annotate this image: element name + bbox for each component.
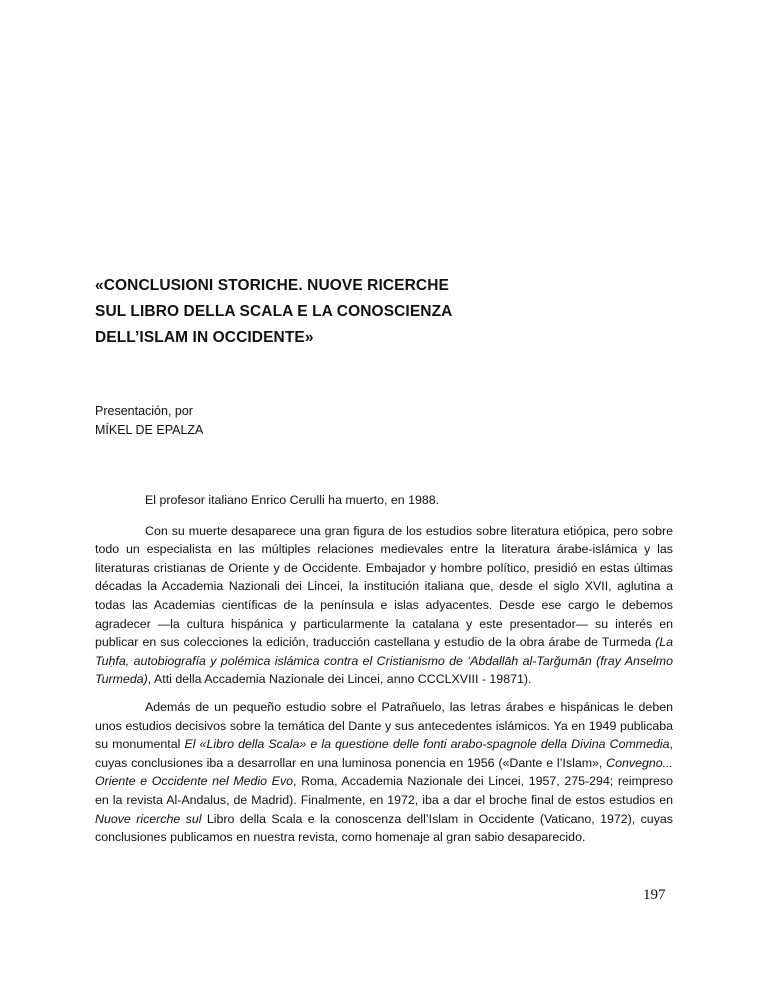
paragraph-3-text-c: , cuyas conclusiones iba a desarrollar en una luminosa ponencia en 1956 («Dante e l’Islam», [95,737,673,770]
byline [95,402,203,440]
title-line-2: SUL LIBRO DELLA SCALA E LA CONOSCIENZA [95,303,453,320]
article-title [95,273,655,351]
presented-by-label: Presentación, por [95,404,193,418]
paragraph-3-text-g: Libro della Scala e la conoscenza dell’Islam in Occidente (Vaticano, 1972), cuyas conclusiones publicamos en nuestra revista, como homenaje al gran sabio desaparecido. [95,811,673,845]
title-line-3: DELL’ISLAM IN OCCIDENTE» [95,329,314,346]
paragraph-3-italic-title-1: El «Libro della Scala» e la questione delle fonti arabo-spagnole della Divina Commedia [184,737,670,752]
paragraph-3-text-a: Además de un pequeño estudio sobre el Patrañuelo, las letras árabes e hispánicas le deben unos estudios decisivos sobre la temática del Dante y sus antecedentes islámicos. Ya en 1949 publicaba su monumental [95,699,673,752]
paragraph-2 [95,522,673,689]
paragraph-2-text-a: Con su muerte desaparece una gran figura de los estudios sobre literatura etiópica, pero sobre todo un especialista en las múltiples relaciones medievales entre la literatura árabe-islámica y las literaturas cristianas de Oriente y de Occidente. Embajador y hombre político, presidió en estas últimas décadas la Accademia Nazionali dei Lincei, la institución italiana que, desde el siglo XVII, aglutina a todas las Academias científicas de la península e islas adyacentes. Desde ese cargo le debemos agradecer —la cultura hispánica y particularmente la catalana y este presentador— su interés en publicar en sus colecciones la edición, traducción castellana y estudio de la obra árabe de Turmeda [95,523,673,650]
author-name: MÍKEL DE EPALZA [95,423,204,437]
paragraph-1: El profesor italiano Enrico Cerulli ha muerto, en 1988. [145,493,440,507]
paragraph-3-italic-title-3: Nuove ricerche sul [95,811,202,826]
paragraph-3 [95,698,673,847]
paragraph-3-italic-title-2: Convegno... Oriente e Occidente nel Medio Evo [95,755,673,789]
paragraph-2-italic-title: (La Tuḥfa, autobiografía y polémica islámica contra el Cristianismo de ‘Abdallāh al-Tarǧumān (fray Anselmo Turmeda) [95,635,673,687]
paragraph-3-text-e: , Roma, Accademia Nazionale dei Lincei, 1957, 275-294; reimpreso en la revista Al-Andalus, de Madrid). Finalmente, en 1972, iba a dar el broche final de estos estudios en [95,774,673,807]
paragraph-2-text-c: , Atti della Accademia Nazionale dei Lincei, anno CCCLXVIII - 19871). [147,672,532,687]
title-line-1: «CONCLUSIONI STORICHE. NUOVE RICERCHE [95,277,449,294]
article-body [95,491,673,856]
page-number: 197 [643,887,666,903]
